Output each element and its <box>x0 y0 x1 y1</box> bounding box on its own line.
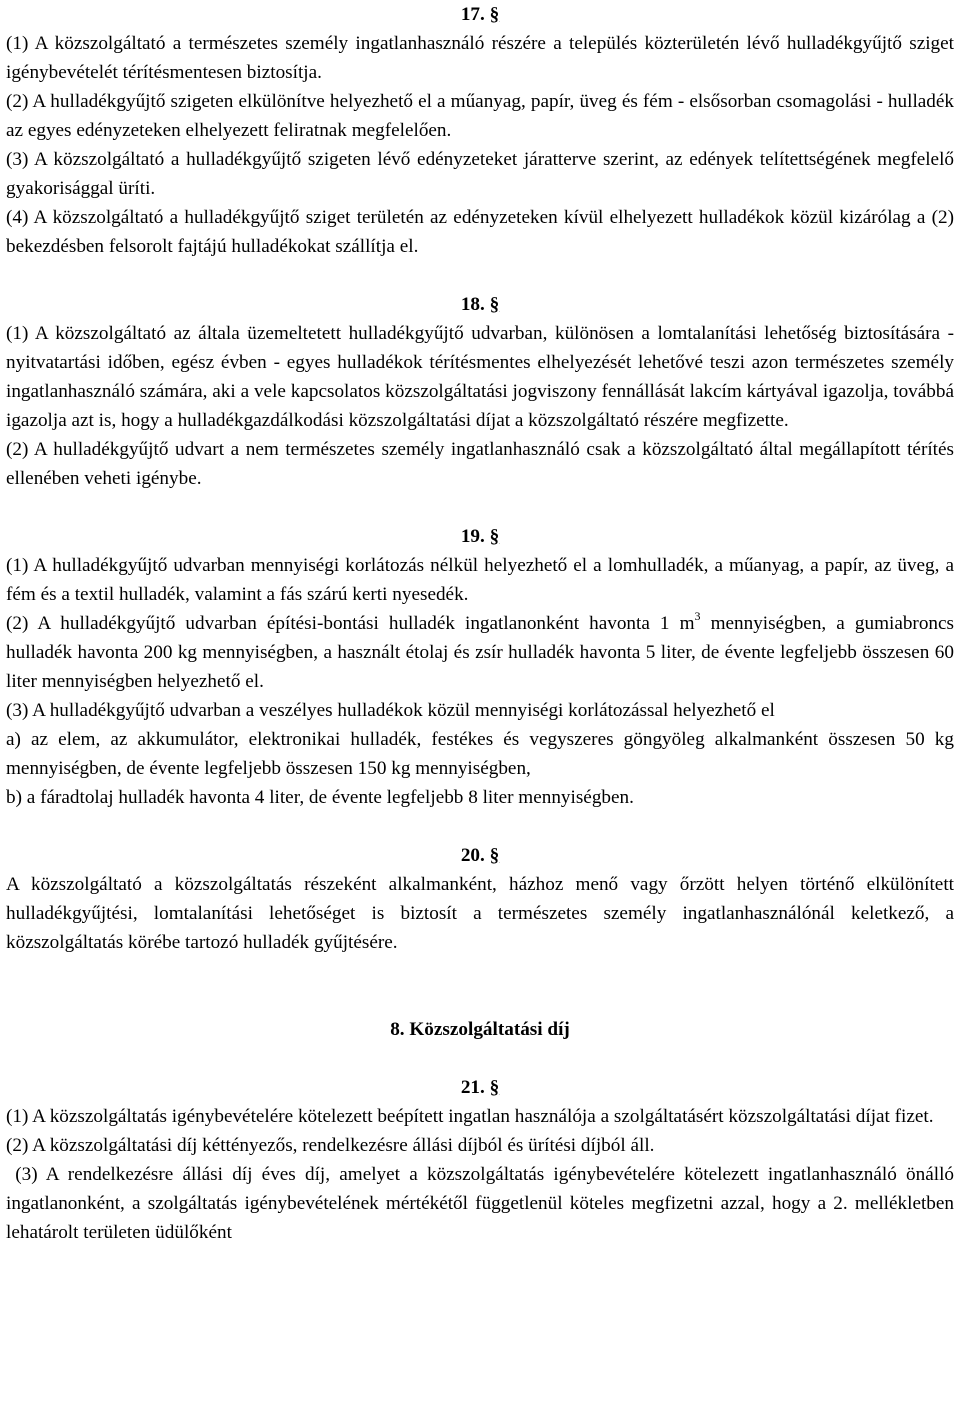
paragraph: (3) A rendelkezésre állási díj éves díj, amelyet a közszolgáltatás igénybevételére kötelezett ingatlanhasználó önálló ingatlanonként, a szolgáltatás igénybevételének mértékétől függetlenül köteles megfizetni azzal, hogy a 2. mellékletben lehatárolt területen üdülőként <box>6 1164 959 1243</box>
paragraph <box>6 609 954 696</box>
paragraph: (1) A közszolgáltatás igénybevételére kötelezett beépített ingatlan használója a szolgáltatásért közszolgáltatási díjat fizet. <box>6 1106 934 1127</box>
list-item: a) az elem, az akkumulátor, elektronikai hulladék, festékes és vegyszeres göngyöleg alkalmanként összesen 50 kg mennyiségben, de évente legfeljebb összesen 150 kg mennyiségben, <box>6 729 954 779</box>
section-sign: § <box>489 1077 500 1098</box>
section-number: 17. <box>460 4 485 25</box>
section-number: 18. <box>460 294 485 315</box>
chapter-title: 8. Közszolgáltatási díj <box>390 1019 570 1040</box>
paragraph: (1) A közszolgáltató az általa üzemeltetett hulladékgyűjtő udvarban, különösen a lomtalanítási lehetőség biztosítására - nyitvatartási időben, egész évben - egyes hulladékok térítésmentes elhelyezését lehetővé teszi azon természetes személy ingatlanhasználó számára, aki a vele kapcsolatos közszolgáltatási jogviszony fennállását lakcím kártyával igazolja, továbbá igazolja azt is, hogy a hulladékgazdálkodási közszolgáltatási díjat a közszolgáltató részére megfizette. <box>6 323 954 431</box>
paragraph: A közszolgáltató a közszolgáltatás részeként alkalmanként, házhoz menő vagy őrzött helyen történő elkülönített hulladékgyűjtési, lomtalanítási lehetőséget is biztosít a természetes személy ingatlanhasználónál keletkező, a közszolgáltatás körébe tartozó hulladék gyűjtésére. <box>6 874 954 953</box>
paragraph: (1) A közszolgáltató a természetes személy ingatlanhasználó részére a település közterületén lévő hulladékgyűjtő sziget igénybevételét térítésmentesen biztosítja. <box>6 33 954 83</box>
section-heading-19 <box>6 522 954 551</box>
paragraph: (1) A hulladékgyűjtő udvarban mennyiségi korlátozás nélkül helyezhető el a lomhulladék, a műanyag, a papír, az üveg, a fém és a textil hulladék, valamint a fás szárú kerti nyesedék. <box>6 555 954 605</box>
section-heading-18 <box>6 290 954 319</box>
paragraph: (3) A közszolgáltató a hulladékgyűjtő szigeten lévő edényzeteket járatterve szerint, az edények telítettségének megfelelő gyakorisággal üríti. <box>6 149 954 199</box>
section-heading-21 <box>6 1073 954 1102</box>
superscript: 3 <box>694 609 701 623</box>
section-sign: § <box>489 526 500 547</box>
section-sign: § <box>489 845 500 866</box>
section-heading-17 <box>6 0 954 29</box>
section-heading-20 <box>6 841 954 870</box>
list-item: b) a fáradtolaj hulladék havonta 4 liter, de évente legfeljebb 8 liter mennyiségben. <box>6 787 634 808</box>
section-sign: § <box>489 294 500 315</box>
section-number: 21. <box>460 1077 485 1098</box>
section-number: 19. <box>460 526 485 547</box>
paragraph-text: (2) A hulladékgyűjtő udvarban építési-bontási hulladék ingatlanonként havonta 1 m <box>6 613 695 634</box>
section-sign: § <box>489 4 500 25</box>
paragraph-text: mennyiségben, a gumiabroncs hulladék havonta 200 kg mennyiségben, a használt étolaj és zsír hulladék havonta 5 liter, de évente legfeljebb összesen 60 liter mennyiségben helyezhető el. <box>6 613 954 692</box>
paragraph: (3) A hulladékgyűjtő udvarban a veszélyes hulladékok közül mennyiségi korlátozással helyezhető el <box>6 700 775 721</box>
section-number: 20. <box>460 845 485 866</box>
paragraph: (2) A közszolgáltatási díj kéttényezős, rendelkezésre állási díjból és ürítési díjból áll. <box>6 1135 655 1156</box>
paragraph: (2) A hulladékgyűjtő szigeten elkülönítve helyezhető el a műanyag, papír, üveg és fém - elsősorban csomagolási - hulladék az egyes edényzeteken elhelyezett feliratnak megfelelően. <box>6 91 954 141</box>
paragraph: (4) A közszolgáltató a hulladékgyűjtő sziget területén az edényzeteken kívül elhelyezett hulladékok közül kizárólag a (2) bekezdésben felsorolt fajtájú hulladékokat szállítja el. <box>6 207 954 257</box>
paragraph: (2) A hulladékgyűjtő udvart a nem természetes személy ingatlanhasználó csak a közszolgáltató által megállapított térítés ellenében veheti igénybe. <box>6 439 954 489</box>
